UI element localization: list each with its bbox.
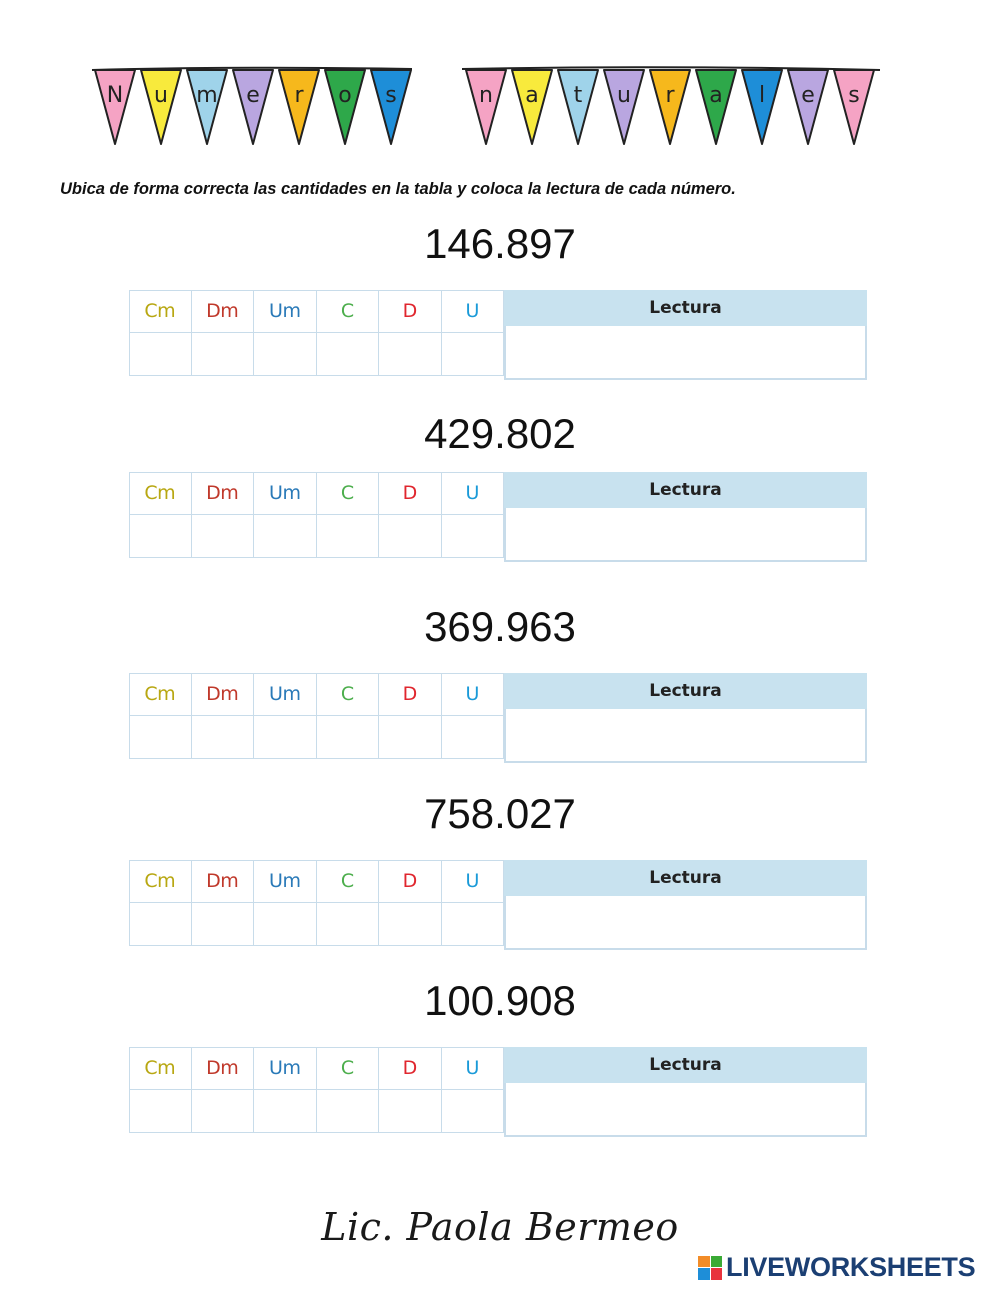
lectura-header: Lectura [504,673,867,709]
bunting-letter: s [385,83,397,108]
bunting-flag [512,70,552,144]
bunting-letter: l [758,83,766,108]
place-value-header: C [317,1047,380,1090]
digit-answer-cell[interactable] [254,333,317,376]
place-value-header: Um [254,472,317,515]
digit-answer-cell[interactable] [192,903,255,946]
digit-answer-cell[interactable] [192,515,255,558]
bunting-flag [834,70,874,144]
lectura-header: Lectura [504,290,867,326]
digit-answer-cell[interactable] [317,515,380,558]
place-value-header: U [442,1047,505,1090]
digit-answer-cell[interactable] [317,1090,380,1133]
bunting-flag [371,70,411,144]
bunting-letter: u [154,83,168,108]
logo-square [698,1256,710,1268]
digit-answer-cell[interactable] [192,1090,255,1133]
place-value-header: Um [254,290,317,333]
lectura-answer-field[interactable] [504,508,867,562]
bunting-flag [141,70,181,144]
bunting-letter: a [709,83,723,108]
bunting-letter: r [294,83,304,108]
bunting-letter: a [525,83,539,108]
place-value-header: Dm [192,673,255,716]
bunting-letter: o [338,83,352,108]
digit-answer-cell[interactable] [254,903,317,946]
place-value-header: C [317,673,380,716]
bunting-flag [466,70,506,144]
bunting-flag [325,70,365,144]
lectura-answer-field[interactable] [504,326,867,380]
lectura-header: Lectura [504,1047,867,1083]
digit-answer-cell[interactable] [254,716,317,759]
place-value-table [129,1047,867,1137]
place-value-header: D [379,472,442,515]
place-value-header: Cm [129,860,192,903]
lectura-header: Lectura [504,860,867,896]
digit-answer-cell[interactable] [442,903,505,946]
bunting-letter: n [479,83,493,108]
place-value-header: U [442,860,505,903]
digit-answer-cell[interactable] [379,903,442,946]
place-value-header: Cm [129,1047,192,1090]
place-value-header: Dm [192,860,255,903]
place-value-header: U [442,472,505,515]
place-value-table [129,290,867,380]
digit-answer-cell[interactable] [379,333,442,376]
digit-answer-cell[interactable] [442,716,505,759]
bunting-flag [788,70,828,144]
bunting-letter: u [617,83,631,108]
digit-answer-cell[interactable] [442,515,505,558]
digit-answer-cell[interactable] [129,333,192,376]
place-value-header: C [317,472,380,515]
digit-answer-cell[interactable] [129,903,192,946]
title-bunting-banner [0,62,1000,162]
exercise-number: 146.897 [424,220,576,267]
bunting-flag [187,70,227,144]
place-value-header: Um [254,1047,317,1090]
place-value-header: Um [254,673,317,716]
place-value-header: D [379,860,442,903]
lectura-header: Lectura [504,472,867,508]
brand-name: LIVEWORKSHEETS [726,1252,976,1282]
liveworksheets-logo-icon [698,1256,722,1280]
instructions-text: Ubica de forma correcta las cantidades en la tabla y coloca la lectura de cada número. [60,180,736,198]
place-value-table [129,472,867,562]
bunting-flag [604,70,644,144]
bunting-letter: s [848,83,860,108]
digit-answer-cell[interactable] [254,515,317,558]
digit-answer-cell[interactable] [192,333,255,376]
place-value-header: Cm [129,290,192,333]
place-value-header: D [379,1047,442,1090]
place-value-header: Cm [129,472,192,515]
digit-answer-cell[interactable] [317,716,380,759]
exercise-number: 429.802 [424,410,576,457]
digit-answer-cell[interactable] [129,1090,192,1133]
bunting-flag [696,70,736,144]
bunting-letter: e [801,83,815,108]
digit-answer-cell[interactable] [254,1090,317,1133]
place-value-header: U [442,290,505,333]
logo-square [711,1256,723,1268]
digit-answer-cell[interactable] [379,716,442,759]
place-value-header: Dm [192,1047,255,1090]
place-value-header: D [379,673,442,716]
place-value-header: Cm [129,673,192,716]
digit-answer-cell[interactable] [129,515,192,558]
place-value-table [129,673,867,763]
bunting-flag [95,70,135,144]
bunting-flag [233,70,273,144]
place-value-header: Dm [192,472,255,515]
bunting-letter: e [246,83,260,108]
bunting-flag [558,70,598,144]
place-value-header: Dm [192,290,255,333]
place-value-header: C [317,290,380,333]
place-value-header: U [442,673,505,716]
lectura-answer-field[interactable] [504,896,867,950]
bunting-letter: r [665,83,675,108]
bunting-letter: N [106,83,124,108]
bunting-letter: t [573,83,583,108]
bunting-flag [279,70,319,144]
exercise-number: 758.027 [424,790,576,837]
place-value-header: C [317,860,380,903]
brand-watermark [698,1252,975,1283]
digit-answer-cell[interactable] [317,333,380,376]
author-signature: Lic. Paola Bermeo [321,1205,679,1249]
digit-answer-cell[interactable] [129,716,192,759]
digit-answer-cell[interactable] [379,515,442,558]
digit-answer-cell[interactable] [379,1090,442,1133]
bunting-letter: m [196,83,218,108]
logo-square [698,1268,710,1280]
exercise-number: 100.908 [424,977,576,1024]
logo-square [711,1268,723,1280]
digit-answer-cell[interactable] [442,333,505,376]
digit-answer-cell[interactable] [442,1090,505,1133]
place-value-header: Um [254,860,317,903]
bunting-flag [742,70,782,144]
digit-answer-cell[interactable] [192,716,255,759]
digit-answer-cell[interactable] [317,903,380,946]
lectura-answer-field[interactable] [504,709,867,763]
exercise-number: 369.963 [424,603,576,650]
place-value-table [129,860,867,950]
place-value-header: D [379,290,442,333]
lectura-answer-field[interactable] [504,1083,867,1137]
bunting-flag [650,70,690,144]
